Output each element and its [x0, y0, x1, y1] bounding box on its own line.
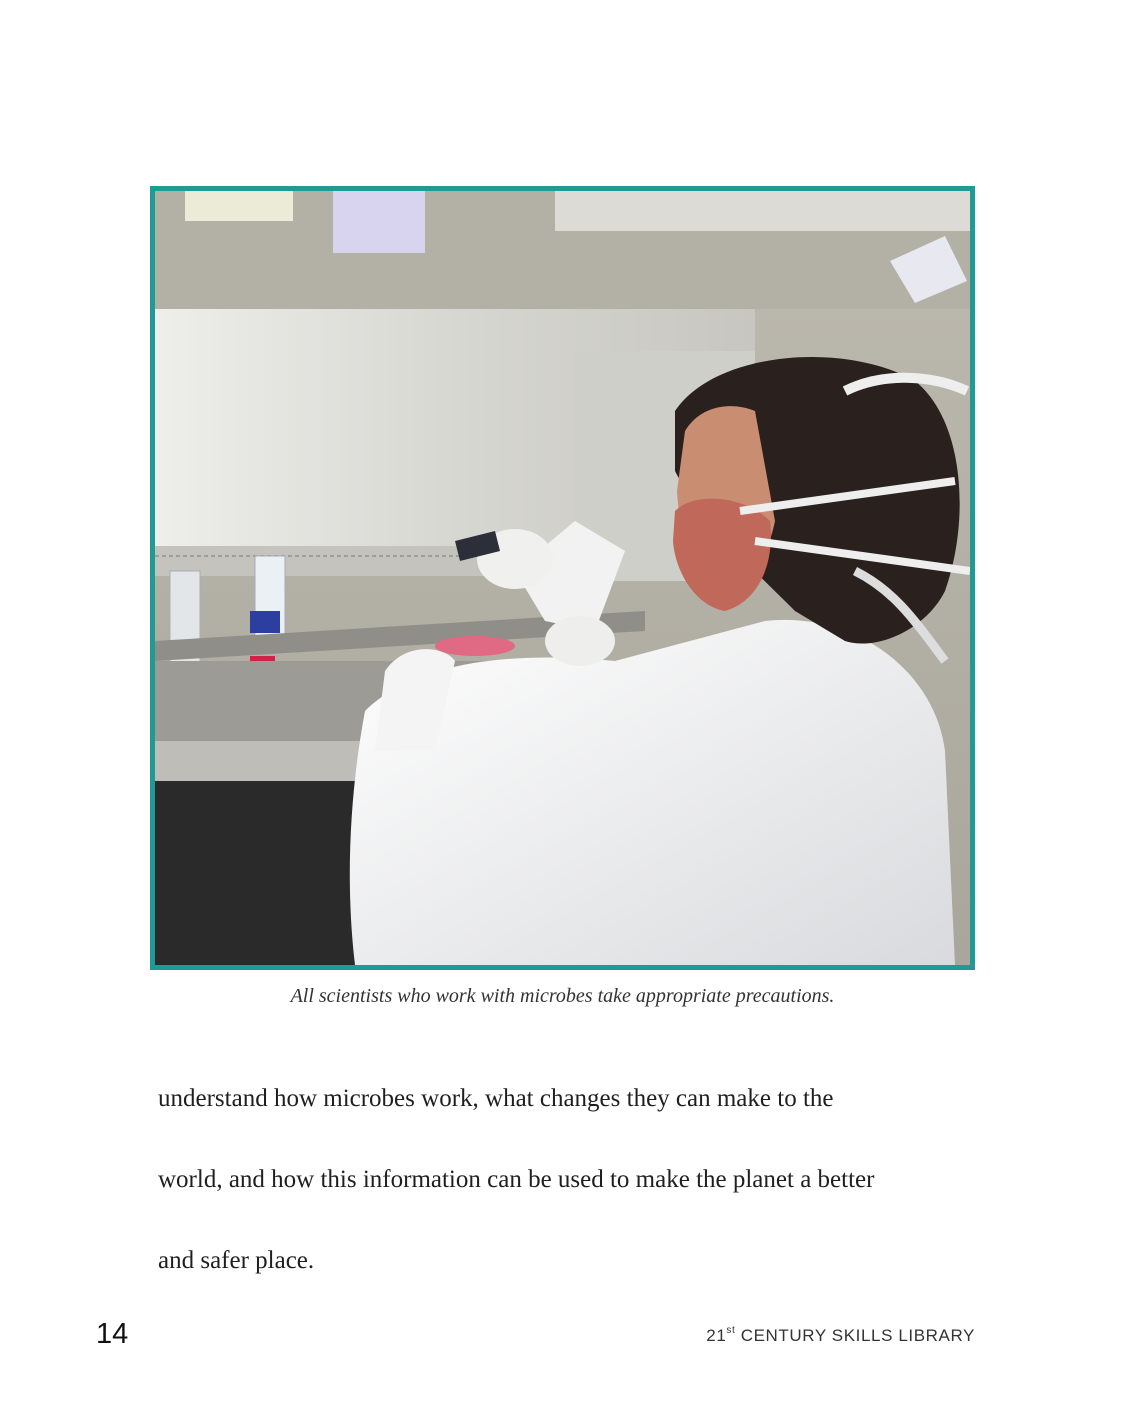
note-paper — [333, 191, 425, 253]
series-title — [706, 1325, 975, 1346]
figure-caption: All scientists who work with microbes take appropriate precautions. — [290, 985, 835, 1007]
body-paragraph — [158, 1058, 978, 1301]
figure-photo — [150, 186, 975, 970]
body-line: world, and how this information can be used to make the planet a better — [158, 1166, 875, 1193]
series-prefix: 21 — [706, 1326, 727, 1345]
scientist-photo-illustration — [155, 191, 970, 965]
note-paper — [185, 191, 293, 221]
series-suffix: CENTURY SKILLS LIBRARY — [735, 1326, 975, 1345]
body-line: and safer place. — [158, 1247, 315, 1274]
body-line: understand how microbes work, what changes they can make to the — [158, 1085, 834, 1112]
page-number: 14 — [96, 1318, 129, 1350]
series-superscript: st — [726, 1325, 736, 1336]
